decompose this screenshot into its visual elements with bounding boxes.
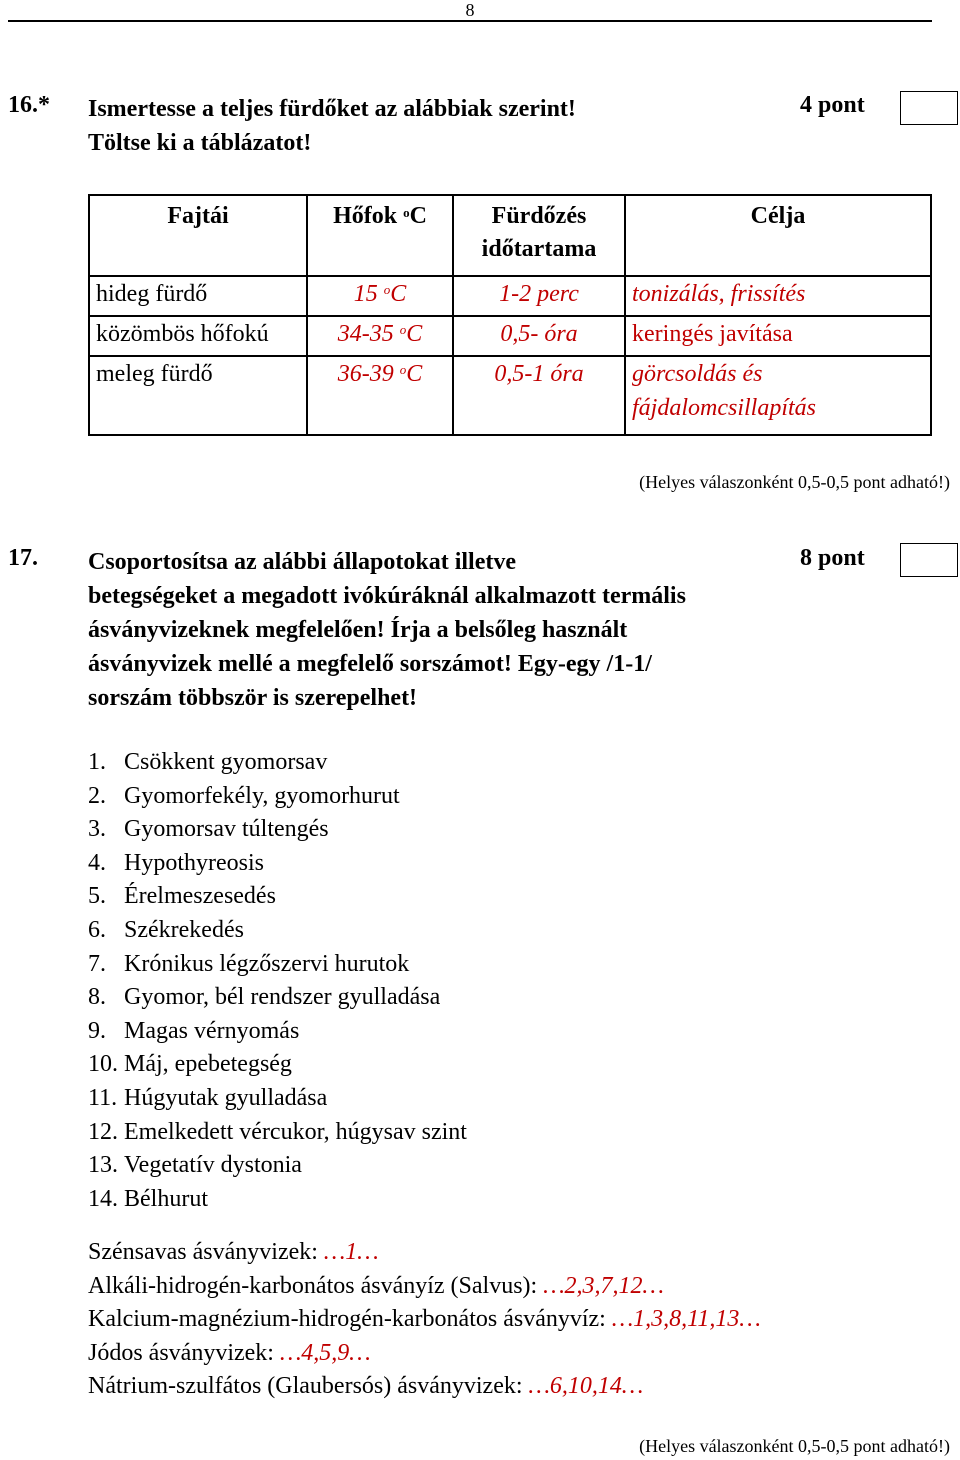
mineral-water-answers [88, 1236, 761, 1404]
list-item: 12. Emelkedett vércukor, húgysav szint [88, 1118, 467, 1145]
answer-value: …2,3,7,12… [543, 1272, 664, 1299]
table-row [89, 356, 931, 435]
answer-line: Alkáli-hidrogén-karbonátos ásványíz (Salvus): …2,3,7,12… [88, 1272, 664, 1299]
question-16-score-box[interactable] [900, 91, 958, 125]
list-item: 11. Húgyutak gyulladása [88, 1084, 328, 1111]
question-16-number: 16.* [8, 92, 50, 118]
question-17-number: 17. [8, 545, 38, 571]
header-purpose: Célja [625, 195, 931, 276]
answer-value: …6,10,14… [528, 1373, 644, 1400]
question-17-scoring-note: (Helyes válaszonként 0,5-0,5 pont adható!) [639, 1436, 950, 1456]
cell-purpose: keringés javítása [625, 316, 931, 356]
cell-purpose: görcsoldás és fájdalomcsillapítás [625, 356, 931, 435]
answer-value: …4,5,9… [279, 1339, 371, 1366]
question-16-scoring-note: (Helyes válaszonként 0,5-0,5 pont adható!) [639, 472, 950, 492]
header-temp: Hőfok $^o$C [307, 195, 453, 276]
answer-value: …1,3,8,11,13… [611, 1306, 761, 1333]
question-16-line-2: Töltse ki a táblázatot! [88, 130, 312, 156]
question-17-points: 8 pont [800, 545, 865, 571]
question-17-score-box[interactable] [900, 543, 958, 577]
list-item: 13. Vegetatív dystonia [88, 1152, 302, 1179]
answer-value: …1… [323, 1239, 379, 1265]
list-item: 8. Gyomor, bél rendszer gyulladása [88, 984, 441, 1011]
answer-line: Kalcium-magnézium-hidrogén-karbonátos ásványvíz: …1,3,8,11,13… [88, 1306, 761, 1333]
list-item: 4. Hypothyreosis [88, 849, 264, 876]
answer-line: Jódos ásványvizek: …4,5,9… [88, 1339, 371, 1366]
cell-purpose: tonizálás, frissítés [625, 276, 931, 316]
question-16-line-1: Ismertesse a teljes fürdőket az alábbiak szerint! [88, 96, 576, 122]
cell-duration: 0,5-1 óra [453, 356, 625, 435]
table-header-row [89, 195, 931, 276]
cell-duration: 0,5- óra [453, 316, 625, 356]
list-item: 9. Magas vérnyomás [88, 1017, 300, 1044]
question-17-line-5: sorszám többször is szerepelhet! [88, 685, 418, 711]
header-type: Fajtái [89, 195, 307, 276]
answer-line: Nátrium-szulfátos (Glaubersós) ásványvizek: …6,10,14… [88, 1373, 644, 1400]
table-row [89, 276, 931, 316]
cell-type: közömbös hőfokú [89, 316, 307, 356]
question-16-points: 4 pont [800, 92, 865, 118]
list-item: 7. Krónikus légzőszervi hurutok [88, 950, 410, 977]
question-17-line-1: Csoportosítsa az alábbi állapotokat illetve [88, 549, 517, 575]
question-16-text [88, 92, 576, 160]
list-item: 5. Érelmeszesedés [88, 883, 276, 910]
cell-temp: 15 $^o$C [307, 276, 453, 316]
question-17-text [88, 545, 808, 715]
page-number: 8 [465, 0, 475, 20]
question-17-line-2: betegségeket a megadott ivókúráknál alkalmazott termális [88, 583, 686, 609]
list-item: 2. Gyomorfekély, gyomorhurut [88, 782, 400, 809]
question-17-line-3: ásványvizeknek megfelelően! Írja a belsőleg használt [88, 617, 628, 643]
list-item: 14. Bélhurut [88, 1185, 208, 1212]
list-item: 6. Székrekedés [88, 916, 244, 943]
list-item: 1. Csökkent gyomorsav [88, 749, 328, 775]
header-rule [8, 20, 932, 22]
cell-temp: 36-39 $^o$C [307, 356, 453, 435]
list-item: 10. Máj, epebetegség [88, 1051, 292, 1078]
conditions-list [88, 746, 467, 1216]
cell-duration: 1-2 perc [453, 276, 625, 316]
table-row [89, 316, 931, 356]
header-duration: Fürdőzés időtartama [453, 195, 625, 276]
cell-temp: 34-35 $^o$C [307, 316, 453, 356]
cell-type: meleg fürdő [89, 356, 307, 435]
list-item: 3. Gyomorsav túltengés [88, 816, 329, 843]
bath-types-table [88, 194, 932, 436]
answer-line: Szénsavas ásványvizek: …1… [88, 1239, 379, 1265]
cell-type: hideg fürdő [89, 276, 307, 316]
question-17-line-4: ásványvizek mellé a megfelelő sorszámot! Egy-egy /1-1/ [88, 651, 652, 677]
